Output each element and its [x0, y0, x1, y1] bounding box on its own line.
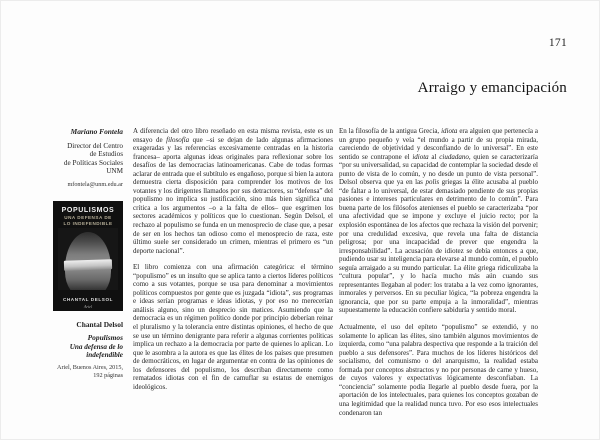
book-cover-subtitle-line: UNA DEFENSA DE: [64, 215, 112, 221]
man-head-shape: [65, 232, 111, 290]
page-number: 171: [548, 37, 567, 49]
review-left-column: [133, 127, 333, 399]
article-title: Arraigo y emancipación: [417, 80, 567, 96]
book-subtitle: [23, 343, 123, 360]
book-cover-title: POPULISMOS: [61, 207, 115, 215]
book-author: Chantal Delsol: [76, 320, 123, 330]
paragraph: A diferencia del otro libro reseñado en esta misma revista, este es un ensayo de filosofía que –si se dejan de lado algunas afirmaciones exageradas y las referencias excesivamente centradas en la historia francesa– aporta algunas ideas originales para reflexionar sobre los desafíos de las democracias latinoamericanas. Cabe de todas formas aclarar de entrada que el subtítulo es engañoso, porque si bien la autora demuestra cierta disposición para comprender los motivos de los votantes y los dirigentes llamados por sus detractores, su “defensa” del populismo no implica su justificación, sino más bien significa una crítica a los argumentos –o a la falta de ellos– que esgrimen los sectores académicos y políticos que lo cuestionan. Según Delsol, el rechazo al populismo se funda en un menosprecio de clase que, a pesar de ser en los hechos tan odioso como el menosprecio de raza, este último suele ser considerado un crimen, mientras el primero es “un deporte nacional”.: [133, 127, 333, 255]
book-subtitle-line: indefendible: [86, 351, 123, 360]
book-citation: [23, 320, 123, 379]
affiliation-line: de Políticas Sociales: [63, 158, 123, 167]
paragraph: Actualmente, el uso del epíteto “populismo” se extendió, y no solamente lo aplican las élites, sino también algunos movimientos de izquierda, como “una palabra despectiva que responde a la traición del pueblo a sus defensores”. Para muchos de los líderes históricos del socialismo, del comunismo o del anarquismo, la realidad estaba formada por conceptos abstractos y no por personas de carne y hueso, de cuyos valores y expectativas lógicamente desconfiaban. La “conciencia” solamente podía llegarle al pueblo desde fuera, por la aportación de los intelectuales, para quienes los conceptos gozaban de una legitimidad que la realidad nunca tuvo. Por eso esos intelectuales condenaron tan: [339, 323, 538, 417]
book-title: Populismos: [87, 333, 123, 343]
reviewer-email: mfontela@unm.edu.ar: [67, 181, 123, 189]
book-cover-subtitle: [53, 215, 123, 226]
book-edition: [23, 364, 123, 379]
reviewer-name: Mariano Fontela: [70, 127, 123, 136]
book-cover: [53, 201, 123, 311]
blindfolded-man-photo: [58, 228, 118, 290]
blindfold: [64, 259, 112, 271]
book-edition-line: Ariel, Buenos Aires, 2015,: [57, 364, 123, 372]
book-cover-subtitle-line: LO INDEFENDIBLE: [63, 220, 113, 226]
publisher-mark: Ariel: [83, 304, 93, 310]
reviewer-affiliation: [23, 142, 123, 175]
paragraph: En la filosofía de la antigua Grecia, idiota era alguien que pertenecía a un grupo pequeño y veía “el mundo a partir de su propia mirada, careciendo de objetividad y desconfiando de lo universal”. En este sentido se contrapone el idiota al ciudadano, quien se caracterizaría “por su universalidad, su capacidad de contemplar la sociedad desde el punto de vista de lo común, y no desde un punto de vista personal”. Delsol observa que ya en las polis griegas la élite acusaba al pueblo “de faltar a lo universal, de estar demasiado pendiente de sus propias pasiones e intereses particulares en detrimento de lo común”. Para buena parte de los filósofos atenienses el pueblo se caracterizaba “por una afectividad que se impone y excluye el juicio recto; por la explosión espontánea de los afectos que rechaza la visión del porvenir; por una credulidad excesiva, que revela una falta de distancia peligrosa; por una incapacidad de prever que engendra la irresponsabilidad”. La acusación de idiotez se debía entonces a que, pudiendo usar su inteligencia para elevarse al mundo común, el pueblo seguía arraigado a su mundo particular. La élite griega ridiculizaba la “cultura popular”, y lo hacía mucho más aún cuando sus representantes llegaban al poder: los trataba a la vez como ignorantes, inmorales y perversos. En su peculiar lógica, “la pobreza engendra la ignorancia, que por su parte empuja a la inmoralidad”, mientras supuestamente la educación confiere sabiduría y sentido moral.: [339, 127, 538, 315]
affiliation-line: Director del Centro: [67, 142, 123, 150]
affiliation-line: de Estudios: [89, 150, 123, 159]
paragraph: El libro comienza con una afirmación categórica: el término “populismo” es un insulto que se aplica tanto a ciertos líderes políticos como a sus votantes, porque se usa para denominar a movimientos políticos compuestos por gente que es juzgada “idiota”, sus programas e ideas serían programas e ideas idiotas, y por eso no merecerían análisis alguno, sino un desprecio sin matices. Asumiendo que la democracia es un régimen político donde por principio deberían reinar el pluralismo y la tolerancia entre distintas opiniones, el hecho de que se use un término denigrante para referir a algunas corrientes políticas implica un rechazo a la democracia por parte de quienes lo aplican. Lo que le asombra a la autora es que las élites de los países que presumen de democráticos, en lugar de argumentar en contra de las opiniones de los defensores del populismo, los describan directamente como rematados idiotas con el fin de camuflar su estatus de enemigos ideológicos.: [133, 263, 333, 391]
affiliation-line: UNM: [106, 166, 123, 175]
review-right-column: [339, 127, 538, 425]
book-edition-line: 192 páginas: [93, 371, 123, 379]
book-subtitle-line: Una defensa de lo: [69, 342, 123, 351]
review-sidebar: [23, 127, 123, 379]
book-cover-author: CHANTAL DELSOL: [62, 297, 114, 303]
